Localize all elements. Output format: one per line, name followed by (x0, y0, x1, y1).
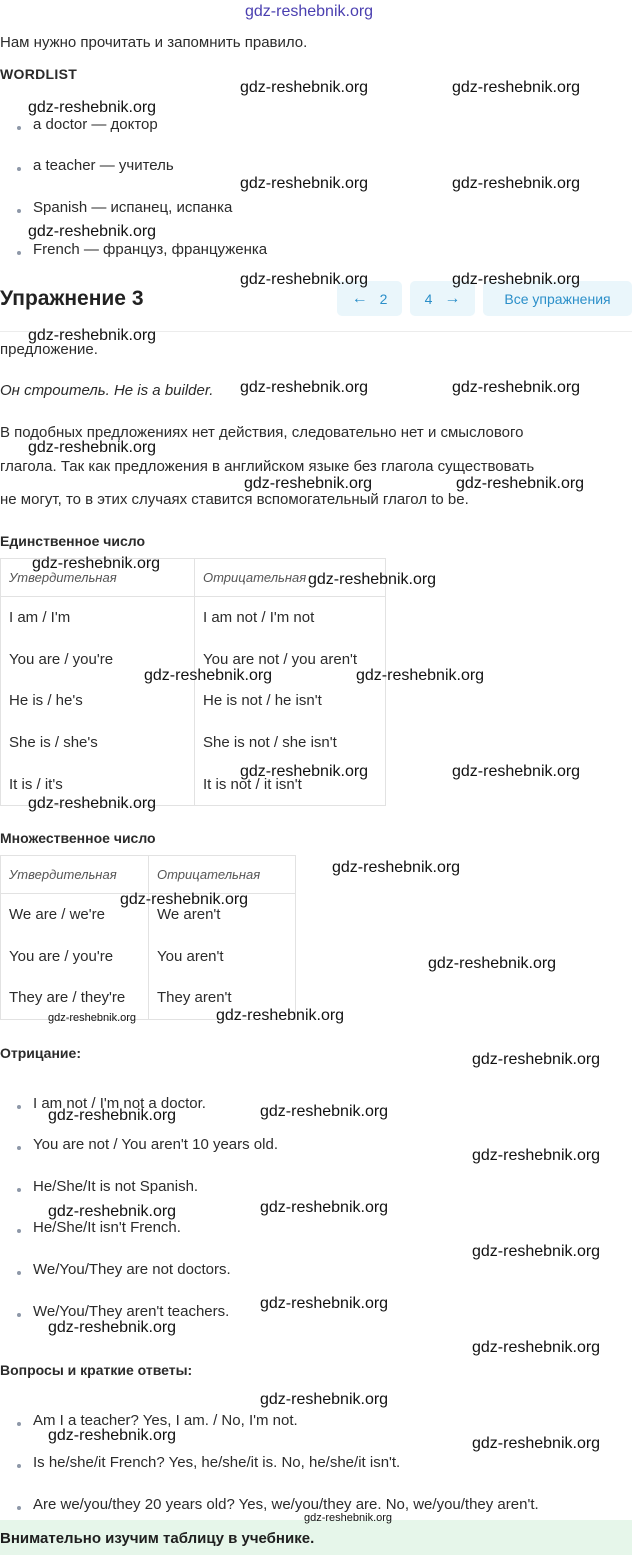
watermark: gdz-reshebnik.org (244, 475, 373, 492)
watermark: gdz-reshebnik.org (120, 891, 249, 908)
watermark: gdz-reshebnik.org (452, 763, 581, 780)
watermark: gdz-reshebnik.org (260, 1295, 389, 1312)
table-cell: It is / it's (1, 763, 195, 805)
singular-col-affirmative: Утвердительная (1, 559, 195, 597)
watermark: gdz-reshebnik.org (304, 1512, 393, 1524)
watermark: gdz-reshebnik.org (48, 1319, 177, 1336)
watermark: gdz-reshebnik.org (456, 475, 585, 492)
bullet (17, 251, 21, 255)
plural-col-negative: Отрицательная (149, 856, 296, 894)
bullet (17, 1422, 21, 1426)
bullet (17, 1506, 21, 1510)
watermark: gdz-reshebnik.org (452, 379, 581, 396)
watermark-top: gdz-reshebnik.org (245, 3, 374, 20)
table-row (1, 722, 386, 764)
wordlist-item: French — француз, француженка (33, 241, 268, 258)
table-cell: I am / I'm (1, 597, 195, 639)
plural-table (0, 855, 296, 1020)
table-cell: She is not / she isn't (195, 722, 386, 764)
watermark: gdz-reshebnik.org (472, 1243, 601, 1260)
watermark: gdz-reshebnik.org (48, 1203, 177, 1220)
prev-exercise-label: 2 (379, 290, 388, 307)
negation-item: He/She/It is not Spanish. (33, 1178, 199, 1195)
questions-heading: Вопросы и краткие ответы: (0, 1362, 193, 1378)
watermark: gdz-reshebnik.org (48, 1012, 137, 1024)
wordlist-item: a teacher — учитель (33, 157, 174, 174)
question-item: Are we/you/they 20 years old? Yes, we/you/they are. No, we/you/they aren't. (33, 1496, 539, 1513)
table-cell: You are not / you aren't (195, 639, 386, 681)
bullet (17, 167, 21, 171)
intro-text: Нам нужно прочитать и запомнить правило. (0, 34, 308, 51)
watermark: gdz-reshebnik.org (452, 175, 581, 192)
bullet (17, 1229, 21, 1233)
watermark: gdz-reshebnik.org (240, 175, 369, 192)
question-item: Am I a teacher? Yes, I am. / No, I'm not. (33, 1412, 298, 1429)
negation-item: You are not / You aren't 10 years old. (33, 1136, 278, 1153)
watermark: gdz-reshebnik.org (28, 327, 157, 344)
footer-note: Внимательно изучим таблицу в учебнике. (0, 1530, 315, 1547)
watermark: gdz-reshebnik.org (32, 555, 161, 572)
watermark: gdz-reshebnik.org (332, 859, 461, 876)
watermark: gdz-reshebnik.org (240, 271, 369, 288)
negation-item: We/You/They are not doctors. (33, 1261, 231, 1278)
watermark: gdz-reshebnik.org (472, 1051, 601, 1068)
arrow-left-icon: ← (351, 289, 368, 307)
watermark: gdz-reshebnik.org (356, 667, 485, 684)
watermark: gdz-reshebnik.org (428, 955, 557, 972)
negation-item: We/You/They aren't teachers. (33, 1303, 230, 1320)
table-cell: They aren't (149, 977, 296, 1019)
watermark: gdz-reshebnik.org (144, 667, 273, 684)
bullet (17, 209, 21, 213)
watermark: gdz-reshebnik.org (28, 795, 157, 812)
plural-heading: Множественное число (0, 830, 156, 846)
partial-line: предложение. (0, 341, 98, 358)
table-cell: We aren't (149, 894, 296, 936)
bullet (17, 1464, 21, 1468)
bullet (17, 1146, 21, 1150)
negation-item: He/She/It isn't French. (33, 1219, 181, 1236)
exercise-title: Упражнение 3 (0, 287, 144, 310)
watermark: gdz-reshebnik.org (308, 571, 437, 588)
watermark: gdz-reshebnik.org (472, 1435, 601, 1452)
arrow-right-icon: → (444, 289, 461, 307)
watermark: gdz-reshebnik.org (216, 1007, 345, 1024)
example-sentence: Он строитель. He is a builder. (0, 382, 214, 399)
watermark: gdz-reshebnik.org (28, 99, 157, 116)
watermark: gdz-reshebnik.org (240, 79, 369, 96)
singular-heading: Единственное число (0, 533, 146, 549)
table-cell: She is / she's (1, 722, 195, 764)
bullet (17, 126, 21, 130)
paragraph-line: В подобных предложениях нет действия, следовательно нет и смыслового (0, 424, 524, 441)
watermark: gdz-reshebnik.org (472, 1147, 601, 1164)
watermark: gdz-reshebnik.org (260, 1199, 389, 1216)
watermark: gdz-reshebnik.org (28, 223, 157, 240)
next-exercise-label: 4 (424, 290, 433, 307)
table-cell: He is / he's (1, 680, 195, 722)
table-cell: You are / you're (1, 936, 149, 978)
watermark: gdz-reshebnik.org (240, 379, 369, 396)
watermark: gdz-reshebnik.org (452, 79, 581, 96)
table-row (1, 936, 296, 978)
table-cell: They are / they're (1, 977, 149, 1019)
wordlist-item: Spanish — испанец, испанка (33, 199, 233, 216)
plural-col-affirmative: Утвердительная (1, 856, 149, 894)
negation-heading: Отрицание: (0, 1045, 81, 1061)
question-item: Is he/she/it French? Yes, he/she/it is. No, he/she/it isn't. (33, 1454, 401, 1471)
table-cell: We are / we're (1, 894, 149, 936)
bullet (17, 1105, 21, 1109)
table-cell: It is not / it isn't (195, 763, 386, 805)
table-cell: You are / you're (1, 639, 195, 681)
watermark: gdz-reshebnik.org (48, 1427, 177, 1444)
watermark: gdz-reshebnik.org (28, 439, 157, 456)
watermark: gdz-reshebnik.org (472, 1339, 601, 1356)
table-cell: I am not / I'm not (195, 597, 386, 639)
all-exercises-label: Все упражнения (504, 290, 611, 307)
bullet (17, 1271, 21, 1275)
paragraph-line: не могут, то в этих случаях ставится вспомогательный глагол to be. (0, 491, 469, 508)
bullet (17, 1313, 21, 1317)
bullet (17, 1188, 21, 1192)
watermark: gdz-reshebnik.org (260, 1103, 389, 1120)
table-row (1, 680, 386, 722)
watermark: gdz-reshebnik.org (48, 1107, 177, 1124)
table-row (1, 597, 386, 639)
watermark: gdz-reshebnik.org (452, 271, 581, 288)
table-cell: He is not / he isn't (195, 680, 386, 722)
watermark: gdz-reshebnik.org (240, 763, 369, 780)
singular-col-negative: Отрицательная (195, 559, 386, 597)
wordlist-item: a doctor — доктор (33, 116, 158, 133)
paragraph-line: глагола. Так как предложения в английском языке без глагола существовать (0, 458, 535, 475)
negation-item: I am not / I'm not a doctor. (33, 1095, 206, 1112)
watermark: gdz-reshebnik.org (260, 1391, 389, 1408)
wordlist-heading: WORDLIST (0, 66, 78, 82)
table-cell: You aren't (149, 936, 296, 978)
